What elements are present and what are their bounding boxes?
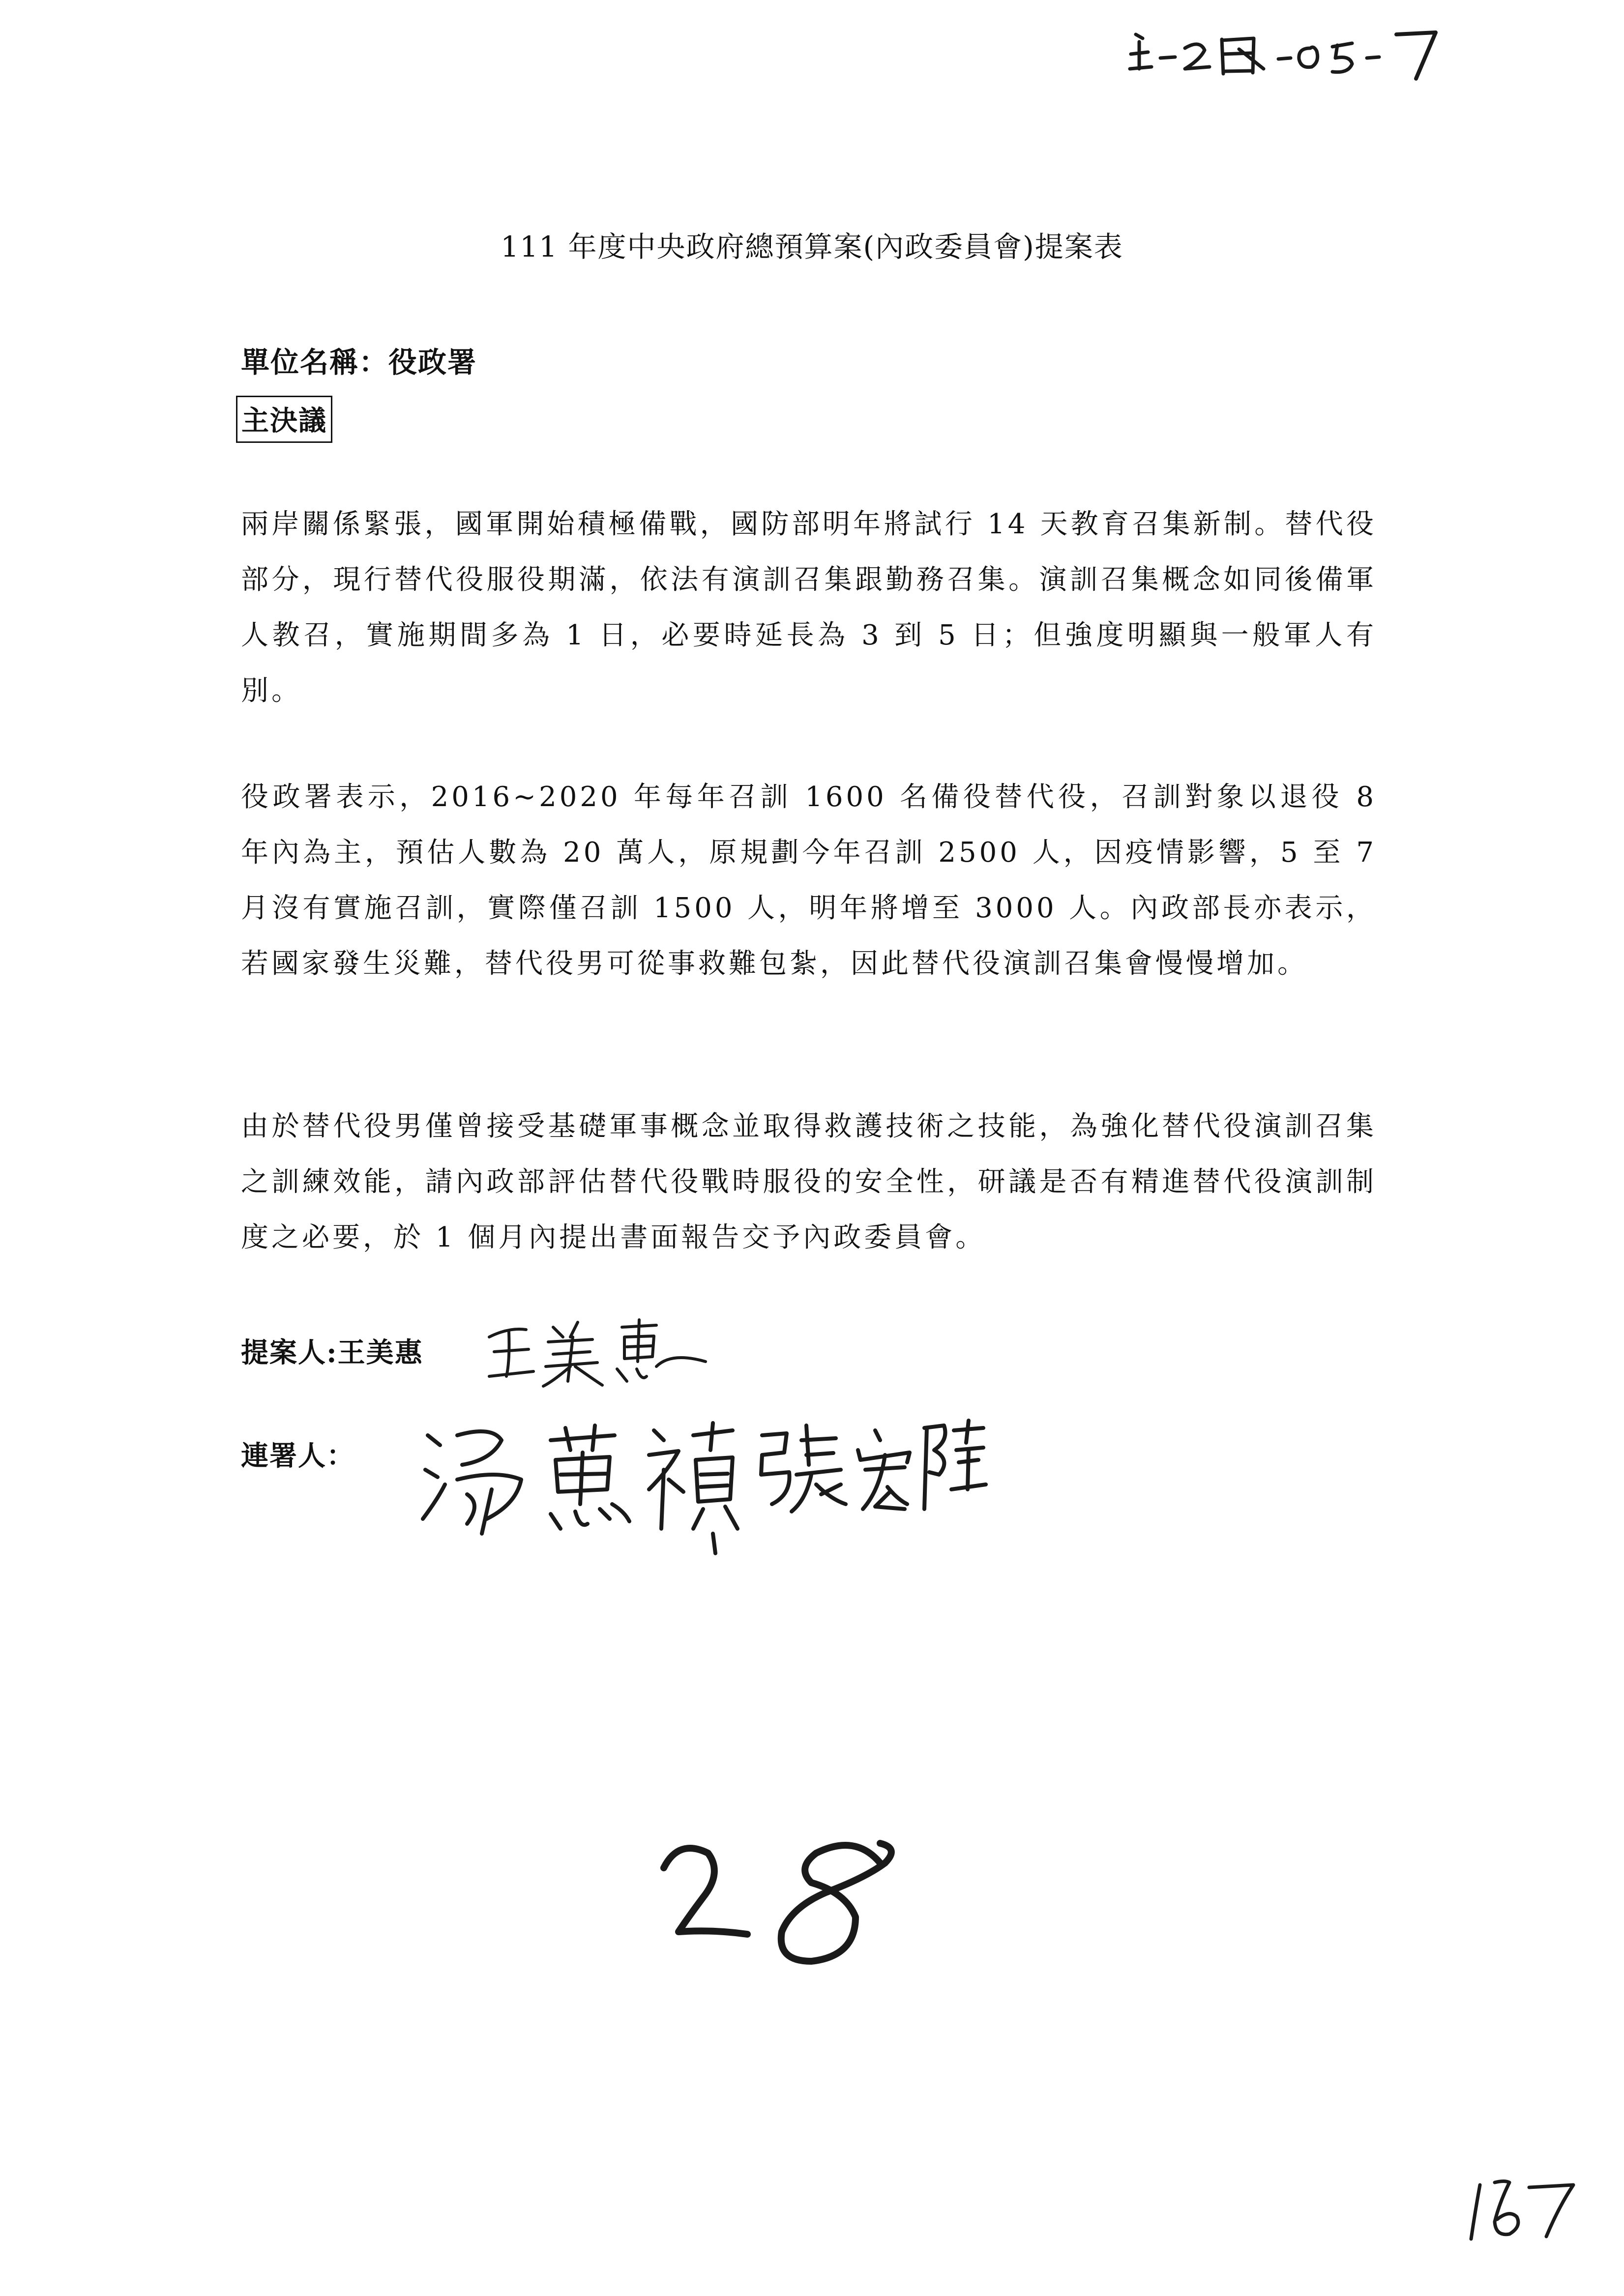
handwritten-reference-note xyxy=(1121,20,1465,84)
body-paragraph-3: 由於替代役男僅曾接受基礎軍事概念並取得救護技術之技能，為強化替代役演訓召集之訓練效能，請內政部評估替代役戰時服役的安全性，研議是否有精進替代役演訓制度之必要，於 1 個月內提出書面報告交予內政委員會。 xyxy=(241,1110,1377,1253)
proposer-signature xyxy=(479,1308,715,1391)
resolution-type-badge: 主決議 xyxy=(236,396,332,443)
body-paragraph-1: 兩岸關係緊張，國軍開始積極備戰，國防部明年將試行 14 天教育召集新制。替代役部分，現行替代役服役期滿，依法有演訓召集跟勤務召集。演訓召集概念如同後備軍人教召，實施期間多為 1 日，必要時延長為 3 到 5 日；但強度明顯與一般軍人有別。 xyxy=(241,508,1377,707)
handwritten-corner-page-number xyxy=(1460,2173,1588,2246)
body-paragraph-2: 役政署表示，2016~2020 年每年召訓 1600 名備役替代役，召訓對象以退役 8 年內為主，預估人數為 20 萬人，原規劃今年召訓 2500 人，因疫情影響，5 至 7 月沒有實施召訓，實際僅召訓 1500 人，明年將增至 3000 人。內政部長亦表示，若國家發生災難，替代役男可從事救難包紮，因此替代役演訓召集會慢慢增加。 xyxy=(241,781,1377,980)
proposer-label: 提案人:王美惠 xyxy=(241,1337,423,1369)
cosigner-signatures xyxy=(418,1406,988,1568)
handwritten-page-marker xyxy=(649,1829,905,1976)
document-title: 111 年度中央政府總預算案(內政委員會)提案表 xyxy=(501,230,1123,263)
unit-name-line: 單位名稱：役政署 xyxy=(241,346,477,379)
cosigner-label: 連署人： xyxy=(241,1440,355,1472)
